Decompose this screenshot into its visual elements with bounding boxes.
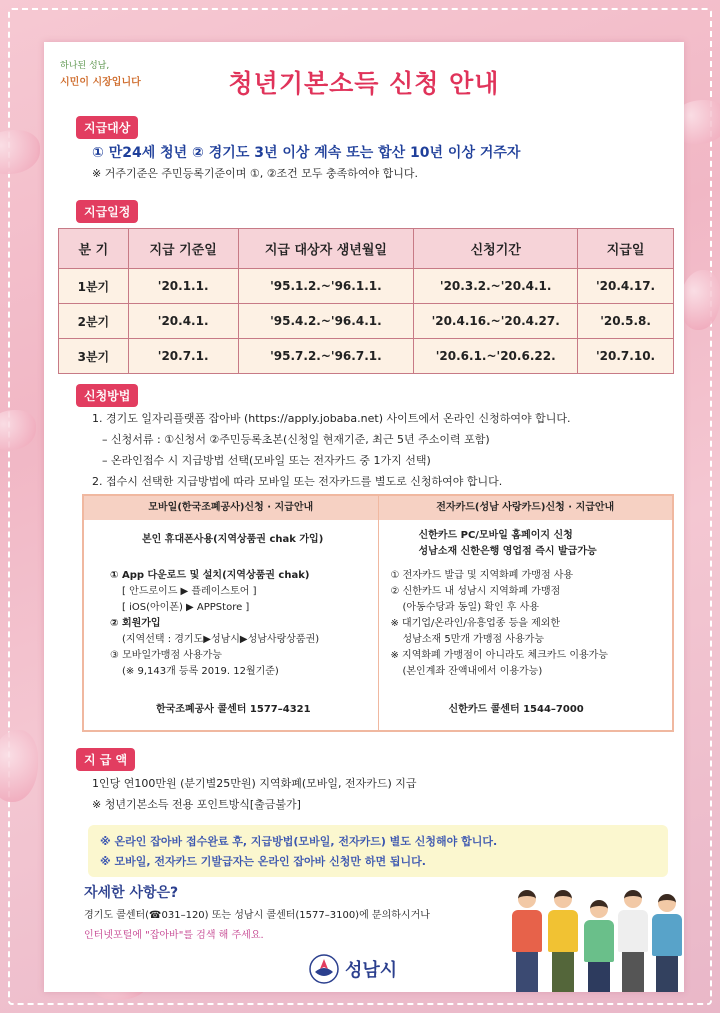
mobile-box-header: 모바일(한국조폐공사)신청 · 지급안내 [84, 496, 378, 520]
slogan-line1: 하나된 성남, [60, 61, 110, 71]
amount-note: ※ 청년기본소득 전용 포인트방식[출금불가] [92, 798, 301, 811]
table-cell: '95.7.2.~'96.7.1. [238, 339, 414, 374]
column-header: 지급일 [578, 229, 674, 269]
table-cell: '95.4.2.~'96.4.1. [238, 304, 414, 339]
table-cell: '20.7.10. [578, 339, 674, 374]
method-line: 2. 접수시 선택한 지급방법에 따라 모바일 또는 전자카드를 별도로 신청하여야 합니다. [92, 475, 503, 488]
mobile-line: ③ 모바일가맹점 사용가능 [110, 650, 222, 661]
table-header-row [59, 229, 674, 269]
table-cell: '20.5.8. [578, 304, 674, 339]
table-cell: '20.4.17. [578, 269, 674, 304]
card-box-header: 전자카드(성남 사랑카드)신청 · 지급안내 [379, 496, 673, 520]
table-cell: 3분기 [59, 339, 129, 374]
mobile-line: (지역선택 : 경기도▶성남시▶성남사랑상품권) [122, 634, 320, 645]
column-header: 분 기 [59, 229, 129, 269]
mobile-line: ② 회원가입 [110, 618, 161, 629]
amount-line: 1인당 연100만원 (분기별25만원) 지역화폐(모바일, 전자카드) 지급 [92, 777, 417, 790]
card-line: ※ 지역화폐 가맹점이 아니라도 체크카드 이용가능 [390, 650, 608, 661]
person-illustration [618, 890, 648, 992]
table-cell: '95.1.2.~'96.1.1. [238, 269, 414, 304]
section-tag-method: 신청방법 [76, 384, 138, 407]
petal-decoration [680, 270, 720, 330]
column-header: 신청기간 [414, 229, 578, 269]
target-note: ※ 거주기준은 주민등록기준이며 ①, ②조건 모두 충족하여야 합니다. [92, 167, 419, 180]
column-header: 지급 기준일 [128, 229, 238, 269]
slogan-line2: 시민이 시장입니다 [60, 77, 141, 88]
card-line: 성남소재 5만개 가맹점 사용가능 [402, 634, 544, 645]
mobile-line: (※ 9,143개 등록 2019. 12월기준) [122, 666, 279, 677]
card-line: (아동수당과 동일) 확인 후 사용 [402, 602, 539, 613]
table-cell: '20.1.1. [128, 269, 238, 304]
person-illustration [584, 900, 614, 992]
table-row [59, 304, 674, 339]
mobile-box [84, 496, 378, 730]
card-line: ② 신한카드 내 성남시 지역화폐 가맹점 [390, 586, 561, 597]
card-line: 신한카드 PC/모바일 홈페이지 신청 [418, 530, 573, 541]
contact-line: 경기도 콜센터(☎031–120) 또는 성남시 콜센터(1577–3100)에 문의하시거나 [84, 910, 430, 921]
card-line: ※ 대기업/온라인/유흥업종 등을 제외한 [390, 618, 561, 629]
method-line: 1. 경기도 일자리플랫폼 잡아바 (https://apply.jobaba.net) 사이트에서 온라인 신청하여야 합니다. [92, 412, 571, 425]
contact-heading: 자세한 사항은? [84, 885, 179, 901]
payment-method-boxes [82, 494, 674, 732]
table-cell: '20.6.1.~'20.6.22. [414, 339, 578, 374]
table-cell: '20.4.16.~'20.4.27. [414, 304, 578, 339]
seongnam-emblem-icon [309, 954, 339, 984]
person-illustration [652, 894, 682, 992]
section-tag-schedule: 지급일정 [76, 200, 138, 223]
person-illustration [512, 890, 542, 992]
city-logo [309, 954, 397, 984]
section-tag-target: 지급대상 [76, 116, 138, 139]
young-people-illustration [504, 862, 684, 992]
table-row [59, 269, 674, 304]
table-row [59, 339, 674, 374]
notice-line: ※ 온라인 잡아바 접수완료 후, 지급방법(모바일, 전자카드) 별도 신청해야 합니다. [100, 835, 498, 848]
column-header: 지급 대상자 생년월일 [238, 229, 414, 269]
poster [44, 42, 684, 992]
card-box [378, 496, 673, 730]
method-line: – 신청서류 : ①신청서 ②주민등록초본(신청일 현재기준, 최근 5년 주소이력 포함) [102, 433, 490, 446]
method-line: – 온라인접수 시 지급방법 선택(모바일 또는 전자카드 중 1가지 선택) [102, 454, 431, 467]
table-cell: '20.7.1. [128, 339, 238, 374]
table-cell: 2분기 [59, 304, 129, 339]
page-title: 청년기본소득 신청 안내 [228, 69, 500, 98]
mobile-line: 본인 휴대폰사용(지역상품권 chak 가입) [142, 534, 324, 545]
card-line: 성남소재 신한은행 영업점 즉시 발급가능 [418, 546, 597, 557]
table-cell: 1분기 [59, 269, 129, 304]
contact-line: 인터넷포털에 "잡아바"를 검색 해 주세요. [84, 930, 264, 941]
mobile-line: ① App 다운로드 및 설치(지역상품권 chak) [110, 570, 310, 581]
card-line: (본인계좌 잔액내에서 이용가능) [402, 666, 543, 677]
mobile-line: [ iOS(아이폰) ▶ APPStore ] [122, 602, 250, 613]
schedule-table [58, 228, 674, 374]
card-line: ① 전자카드 발급 및 지역화폐 가맹점 사용 [390, 570, 574, 581]
mobile-callcenter: 한국조폐공사 콜센터 1577–4321 [156, 704, 311, 715]
section-tag-amount: 지 급 액 [76, 748, 135, 771]
table-cell: '20.3.2.~'20.4.1. [414, 269, 578, 304]
person-illustration [548, 890, 578, 992]
table-cell: '20.4.1. [128, 304, 238, 339]
mobile-line: [ 안드로이드 ▶ 플레이스토어 ] [122, 586, 257, 597]
city-name: 성남시 [345, 960, 398, 981]
target-line: ① 만24세 청년 ② 경기도 3년 이상 계속 또는 합산 10년 이상 거주자 [92, 145, 521, 161]
notice-line: ※ 모바일, 전자카드 기발급자는 온라인 잡아바 신청만 하면 됩니다. [100, 855, 426, 868]
card-callcenter: 신한카드 콜센터 1544–7000 [448, 704, 584, 715]
